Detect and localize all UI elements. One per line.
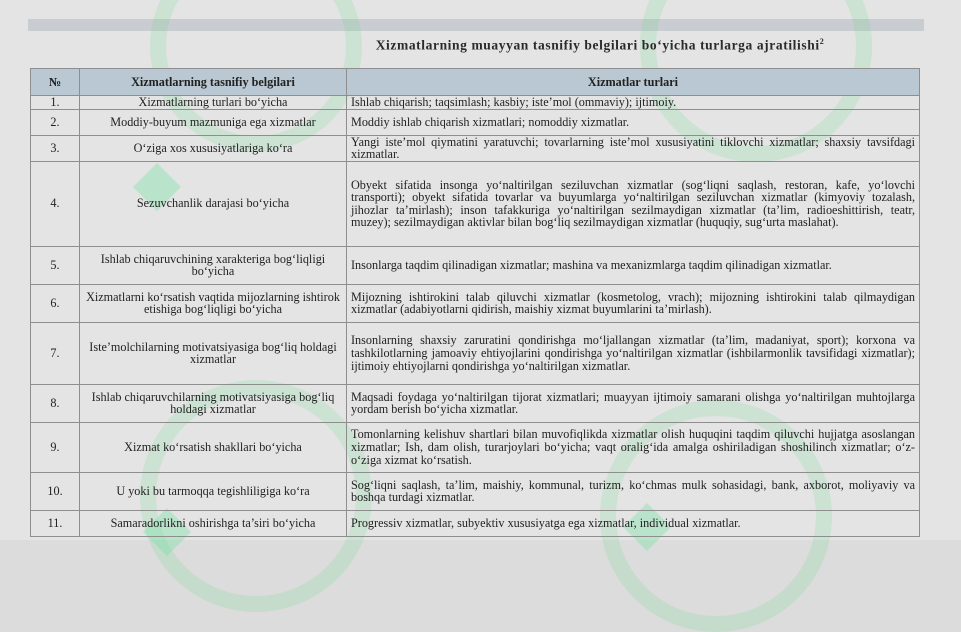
row-number: 11. — [31, 510, 80, 536]
classification-table — [30, 68, 920, 537]
row-number: 8. — [31, 384, 80, 422]
table-row — [31, 322, 920, 384]
table-row — [31, 510, 920, 536]
row-types: Obyekt sifatida insonga yo‘naltirilgan seziluvchan xizmatlar (sog‘liqni saqlash, restoran, kafe, yo‘lovchi transporti); obyekt sifatida tovarlar va buyumlarga yo‘naltirilgan seziluvchan xizmatlar (kimyoviy tozalash, jihozlar ta’mirlash); inson tafakkuriga yo‘naltirilgan sezilmaydigan xizmatlar (ta’lim, radioeshittirish, teatr, muzey); sezilmaydigan aktivlar bilan bog‘liq sezilmaydigan xizmatlar (huquqiy, sug‘urta maslahat). — [347, 161, 920, 246]
row-types: Ishlab chiqarish; taqsimlash; kasbiy; iste’mol (ommaviy); ijtimoiy. — [347, 96, 920, 110]
header-criteria: Xizmatlarning tasnifiy belgilari — [80, 69, 347, 96]
row-criteria: Sezuvchanlik darajasi bo‘yicha — [80, 161, 347, 246]
row-number: 2. — [31, 109, 80, 135]
row-number: 4. — [31, 161, 80, 246]
row-number: 10. — [31, 472, 80, 510]
table-title: Xizmatlarning muayyan tasnifiy belgilari bo‘yicha turlarga ajratilishi$^2$ — [375, 37, 825, 53]
table-row — [31, 422, 920, 472]
row-types: Insonlarning shaxsiy zaruratini qondirishga mo‘ljallangan xizmatlar (ta’lim, madaniyat, sport); korxona va tashkilotlarning jamoaviy ehtiyojlarini qondirishga yo‘naltirilgan xizmatlar (ishbilarmonlik tavsifidagi xizmatlar); ijtimoiy ehtiyojlarni qondirishga yo‘naltirilgan xizmatlar. — [347, 322, 920, 384]
table-row — [31, 384, 920, 422]
row-types: Tomonlarning kelishuv shartlari bilan muvofiqlikda xizmatlar olish huquqini taqdim qiluvchi hujjatga asoslangan xizmatlar; Ish, dam olish, turarjoylari bo‘yicha; vaqt oralig‘ida amalga oshiriladigan shoshilinch xizmatlar; o‘z-o‘ziga xizmat ko‘rsatish. — [347, 422, 920, 472]
row-number: 7. — [31, 322, 80, 384]
header-number: № — [31, 69, 80, 96]
table-row — [31, 96, 920, 110]
row-types: Sog‘liqni saqlash, ta’lim, maishiy, kommunal, turizm, ko‘chmas mulk sohasidagi, bank, axborot, moliyaviy va boshqa turdagi xizmatlar. — [347, 472, 920, 510]
table-row — [31, 246, 920, 284]
row-criteria: Ishlab chiqaruvchilarning motivatsiyasiga bog‘liq holdagi xizmatlar — [80, 384, 347, 422]
row-number: 1. — [31, 96, 80, 110]
row-number: 9. — [31, 422, 80, 472]
header-strip — [28, 19, 924, 31]
table-header-row — [31, 69, 920, 96]
header-types: Xizmatlar turlari — [347, 69, 920, 96]
table-row — [31, 109, 920, 135]
row-criteria: O‘ziga xos xususiyatlariga ko‘ra — [80, 135, 347, 161]
table-row — [31, 472, 920, 510]
row-types: Moddiy ishlab chiqarish xizmatlari; nomoddiy xizmatlar. — [347, 109, 920, 135]
row-number: 3. — [31, 135, 80, 161]
row-criteria: Xizmatlarni ko‘rsatish vaqtida mijozlarning ishtirok etishiga bog‘liqligi bo‘yicha — [80, 284, 347, 322]
row-types: Insonlarga taqdim qilinadigan xizmatlar; mashina va mexanizmlarga taqdim qilinadigan xizmatlar. — [347, 246, 920, 284]
row-criteria: U yoki bu tarmoqqa tegishliligiga ko‘ra — [80, 472, 347, 510]
table-row — [31, 284, 920, 322]
table-row — [31, 161, 920, 246]
row-criteria: Iste’molchilarning motivatsiyasiga bog‘liq holdagi xizmatlar — [80, 322, 347, 384]
row-criteria: Xizmatlarning turlari bo‘yicha — [80, 96, 347, 110]
row-types: Progressiv xizmatlar, subyektiv xususiyatga ega xizmatlar, individual xizmatlar. — [347, 510, 920, 536]
row-criteria: Xizmat ko‘rsatish shakllari bo‘yicha — [80, 422, 347, 472]
row-criteria: Samaradorlikni oshirishga ta’siri bo‘yicha — [80, 510, 347, 536]
row-types: Mijozning ishtirokini talab qiluvchi xizmatlar (kosmetolog, vrach); mijozning ishtirokini talab qilmaydigan xizmatlar (adabiyotlarni qidirish, maishiy xizmat buyumlarini ta’mirlash). — [347, 284, 920, 322]
row-number: 5. — [31, 246, 80, 284]
row-criteria: Moddiy-buyum mazmuniga ega xizmatlar — [80, 109, 347, 135]
row-number: 6. — [31, 284, 80, 322]
row-types: Yangi iste’mol qiymatini yaratuvchi; tovarlarning iste’mol xususiyatini tiklovchi xizmatlar; shaxsiy tavsifdagi xizmatlar. — [347, 135, 920, 161]
row-types: Maqsadi foydaga yo‘naltirilgan tijorat xizmatlari; muayyan ijtimoiy samarani olishga yo‘naltirilgan muhtojlarga yordam berish bo‘yicha xizmatlar. — [347, 384, 920, 422]
row-criteria: Ishlab chiqaruvchining xarakteriga bog‘liqligi bo‘yicha — [80, 246, 347, 284]
table-row — [31, 135, 920, 161]
